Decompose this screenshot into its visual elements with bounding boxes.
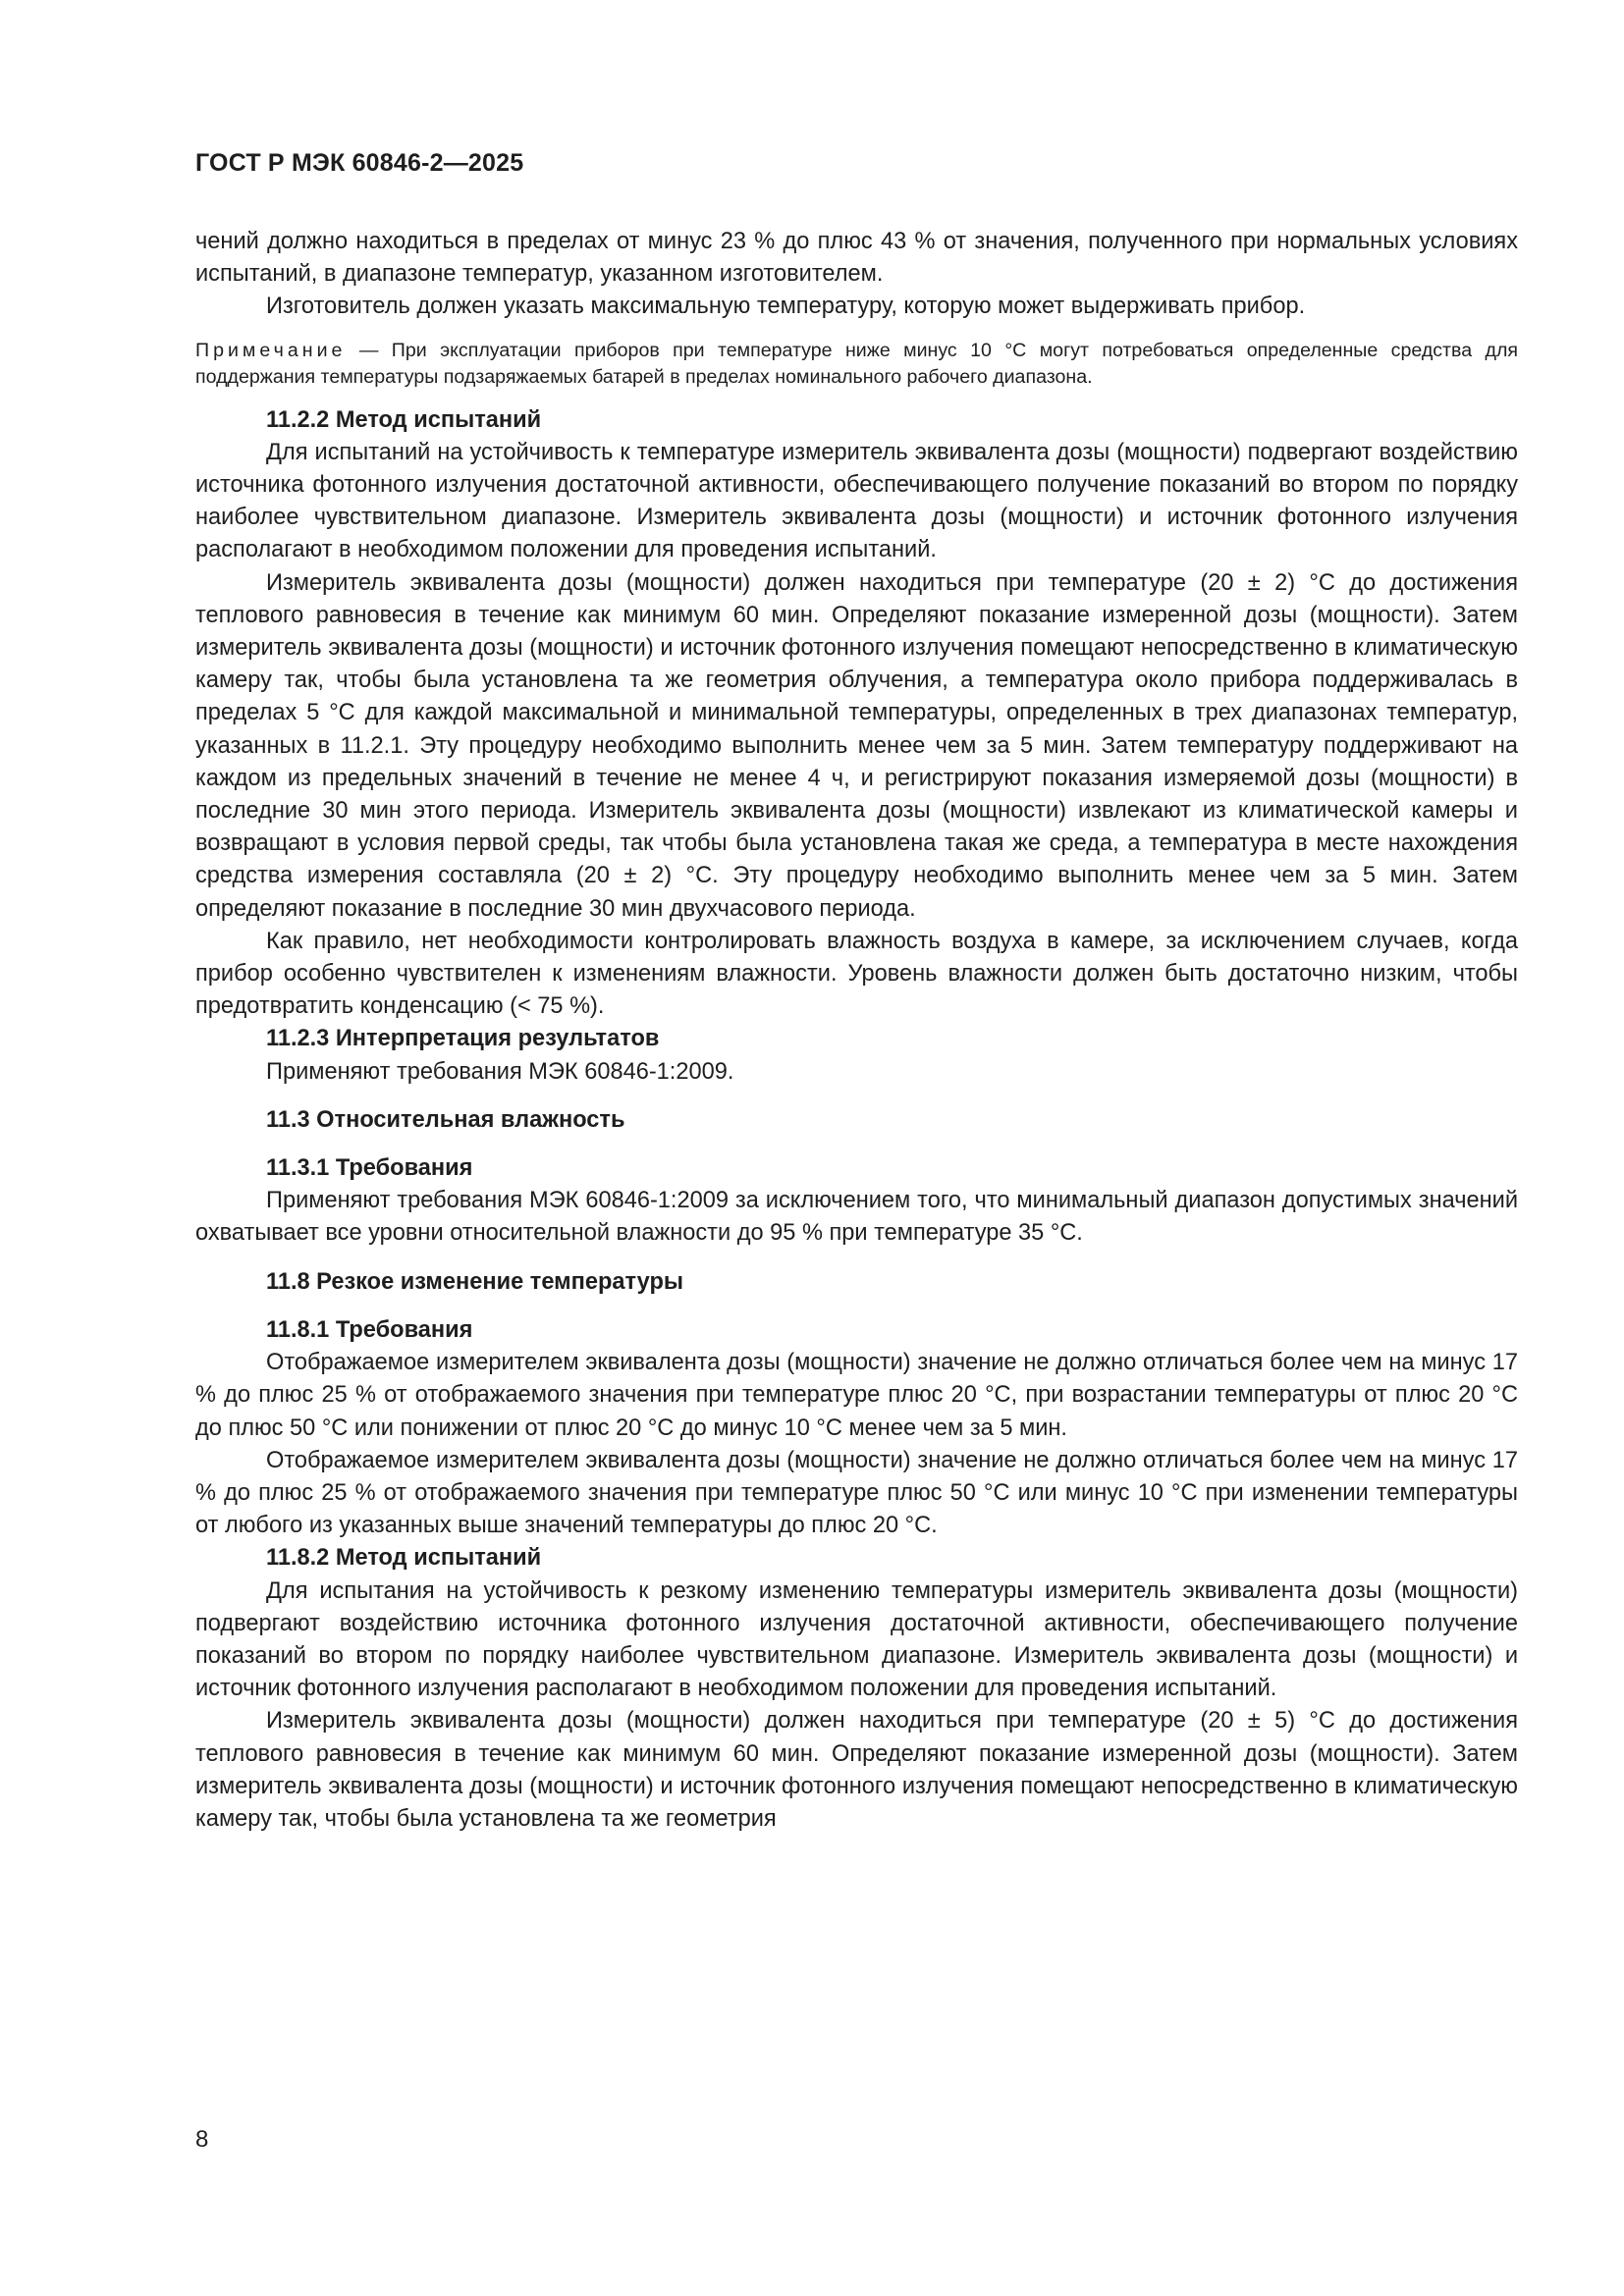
- paragraph: Отображаемое измерителем эквивалента дозы (мощности) значение не должно отличаться более чем на минус 17 % до плюс 25 % от отображаемого значения при температуре плюс 20 °С, при возрастании температуры от плюс 20 °С до плюс 50 °С или понижении от плюс 20 °С до минус 10 °С менее чем за 5 мин.: [195, 1350, 1518, 1441]
- paragraph: Применяют требования МЭК 60846-1:2009 за исключением того, что минимальный диапазон допустимых значений охватывает все уровни относительной влажности до 95 % при температуре 35 °С.: [195, 1188, 1518, 1247]
- note-text: — При эксплуатации приборов при температуре ниже минус 10 °С могут потребоваться определенные средства для поддержания температуры подзаряжаемых батарей в пределах номинального рабочего диапазона.: [195, 339, 1518, 388]
- section-heading-11-2-3: 11.2.3 Интерпретация результатов: [266, 1026, 660, 1052]
- paragraph: Отображаемое измерителем эквивалента дозы (мощности) значение не должно отличаться более чем на минус 17 % до плюс 25 % от отображаемого значения при температуре плюс 50 °С или минус 10 °С при изменении температуры от любого из указанных выше значений температуры до плюс 20 °С.: [195, 1447, 1518, 1539]
- paragraph: чений должно находиться в пределах от минус 23 % до плюс 43 % от значения, полученного при нормальных условиях испытаний, в диапазоне температур, указанном изготовителем.: [195, 229, 1518, 288]
- paragraph: Применяют требования МЭК 60846-1:2009.: [266, 1058, 734, 1085]
- paragraph: Для испытания на устойчивость к резкому изменению температуры измеритель эквивалента дозы (мощности) подвергают воздействию источника фотонного излучения достаточной активности, обеспечивающего получение показаний во втором по порядку наиболее чувствительном диапазоне. Измеритель эквивалента дозы (мощности) и источник фотонного излучения располагают в необходимом положении для проведения испытаний.: [195, 1577, 1518, 1702]
- section-heading-11-8-1: 11.8.1 Требования: [266, 1316, 473, 1343]
- note: [195, 338, 1518, 391]
- section-heading-11-8-2: 11.8.2 Метод испытаний: [266, 1545, 542, 1572]
- paragraph: Измеритель эквивалента дозы (мощности) должен находиться при температуре (20 ± 2) °С до достижения теплового равновесия в течение как минимум 60 мин. Определяют показание измеренной дозы (мощности). Затем измеритель эквивалента дозы (мощности) и источник фотонного излучения помещают непосредственно в климатическую камеру так, чтобы была установлена та же геометрия облучения, а температура около прибора поддерживалась в пределах 5 °С для каждой максимальной и минимальной температуры, определенных в трех диапазонах температур, указанных в 11.2.1. Эту процедуру необходимо выполнить менее чем за 5 мин. Затем температуру поддерживают на каждом из предельных значений в течение не менее 4 ч, и регистрируют показания измеряемой дозы (мощности) в последние 30 мин этого периода. Измеритель эквивалента дозы (мощности) извлекают из климатической камеры и возвращают в условия первой среды, так чтобы была установлена такая же среда, а температура в месте нахождения средства измерения составляла (20 ± 2) °С. Эту процедуру необходимо выполнить менее чем за 5 мин. Затем определяют показание в последние 30 мин двухчасового периода.: [195, 569, 1518, 922]
- paragraph: Измеритель эквивалента дозы (мощности) должен находиться при температуре (20 ± 5) °С до достижения теплового равновесия в течение как минимум 60 мин. Определяют показание измеренной дозы (мощности). Затем измеритель эквивалента дозы (мощности) и источник фотонного излучения помещают непосредственно в климатическую камеру так, чтобы была установлена та же геометрия: [195, 1708, 1518, 1832]
- section-heading-11-3-1: 11.3.1 Требования: [266, 1155, 473, 1182]
- section-heading-11-8: 11.8 Резкое изменение температуры: [266, 1268, 684, 1295]
- note-label: Примечание: [195, 339, 347, 361]
- paragraph: Для испытаний на устойчивость к температуре измеритель эквивалента дозы (мощности) подвергают воздействию источника фотонного излучения достаточной активности, обеспечивающего получение показаний во втором по порядку наиболее чувствительном диапазоне. Измеритель эквивалента дозы (мощности) и источник фотонного излучения располагают в необходимом положении для проведения испытаний.: [195, 439, 1518, 563]
- paragraph: Как правило, нет необходимости контролировать влажность воздуха в камере, за исключением случаев, когда прибор особенно чувствителен к изменениям влажности. Уровень влажности должен быть достаточно низким, чтобы предотвратить конденсацию (< 75 %).: [195, 928, 1518, 1020]
- paragraph: Изготовитель должен указать максимальную температуру, которую может выдерживать прибор.: [266, 294, 1306, 320]
- section-heading-11-2-2: 11.2.2 Метод испытаний: [266, 406, 542, 433]
- document-header: ГОСТ Р МЭК 60846-2—2025: [195, 149, 524, 177]
- document-body: [195, 226, 1518, 1836]
- section-heading-11-3: 11.3 Относительная влажность: [266, 1106, 625, 1133]
- page-number: 8: [195, 2126, 209, 2153]
